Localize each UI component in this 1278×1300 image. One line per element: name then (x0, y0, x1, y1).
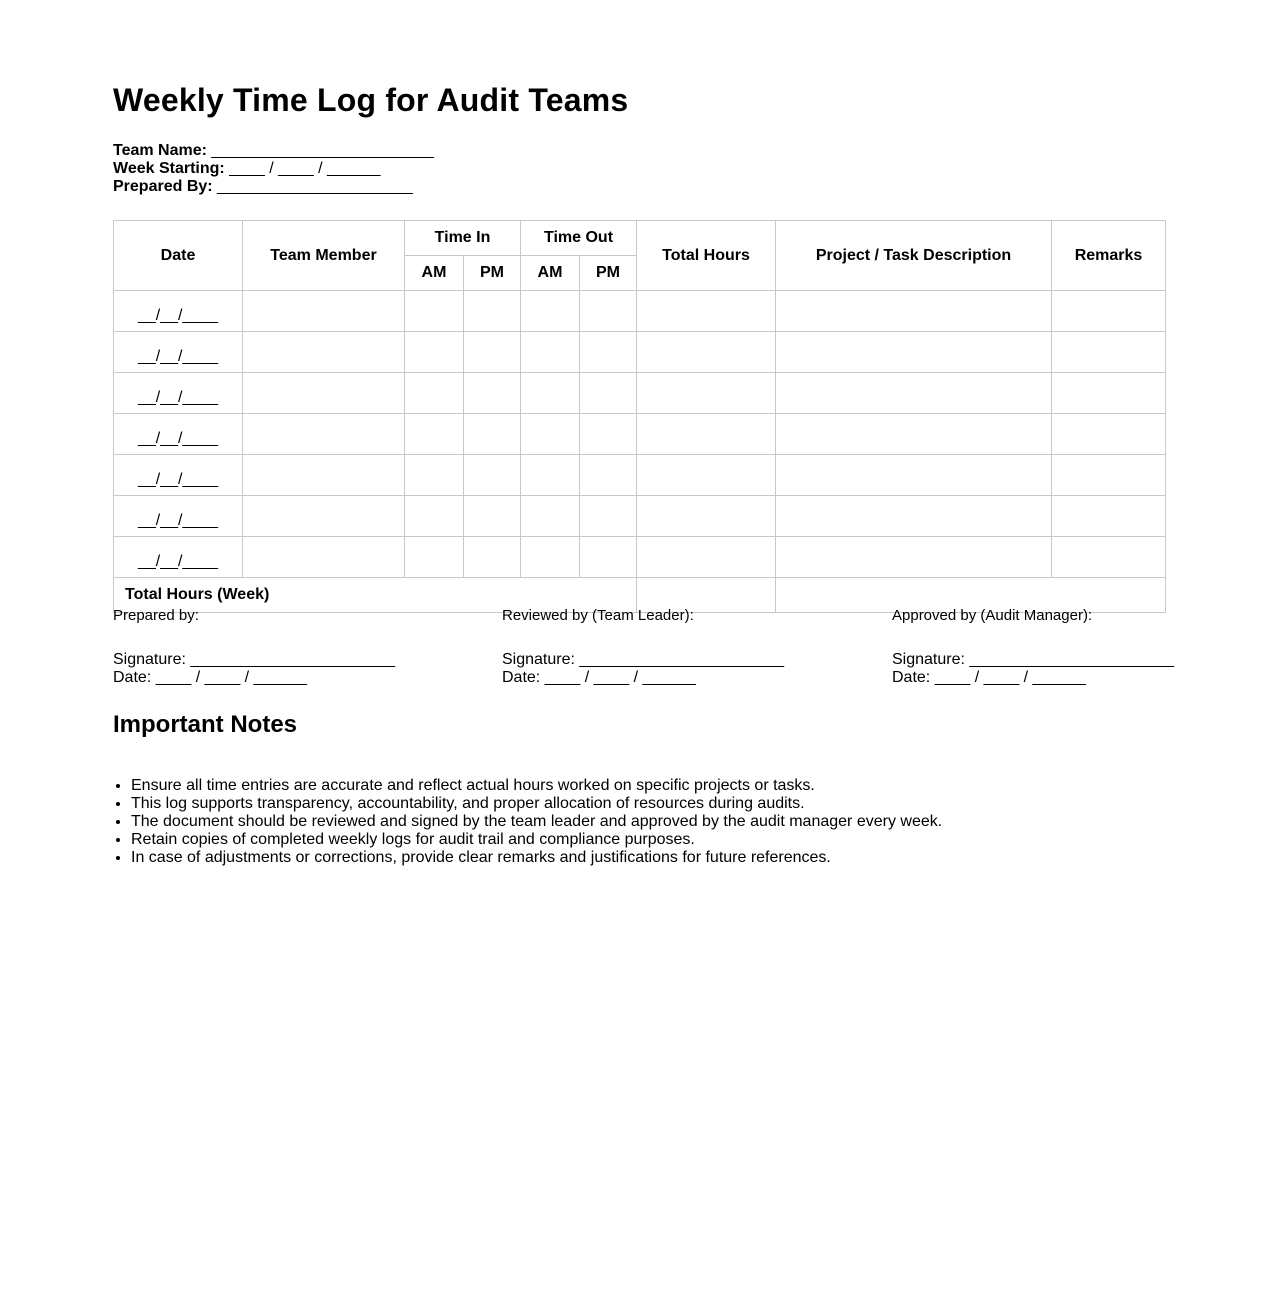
total-hours-cell[interactable] (637, 455, 776, 496)
signature-role: Approved by (Audit Manager): (892, 607, 1093, 624)
list-item: • Retain copies of completed weekly logs for audit trail and compliance purposes. (131, 831, 942, 849)
table-row (114, 373, 1166, 414)
date-cell[interactable]: __/__/____ (114, 332, 243, 373)
notes-list (113, 777, 942, 867)
date-cell[interactable]: __/__/____ (114, 496, 243, 537)
time-out-am-cell[interactable] (521, 496, 580, 537)
list-item: • The document should be reviewed and signed by the team leader and approved by the audit manager every week. (131, 813, 942, 831)
time-out-pm-cell[interactable] (580, 455, 637, 496)
time-in-pm-cell[interactable] (464, 373, 521, 414)
header-total-hours: Total Hours (637, 221, 776, 291)
date-cell[interactable]: __/__/____ (114, 537, 243, 578)
time-out-pm-cell[interactable] (580, 537, 637, 578)
time-out-am-cell[interactable] (521, 373, 580, 414)
total-hours-cell[interactable] (637, 291, 776, 332)
time-out-am-cell[interactable] (521, 332, 580, 373)
team-member-cell[interactable] (243, 496, 405, 537)
notes-heading: Important Notes (113, 711, 298, 738)
remarks-cell[interactable] (1052, 291, 1166, 332)
time-out-pm-cell[interactable] (580, 291, 637, 332)
date-cell[interactable]: __/__/____ (114, 373, 243, 414)
list-item: • In case of adjustments or corrections, provide clear remarks and justifications for future references. (131, 849, 942, 867)
table-row (114, 537, 1166, 578)
header-remarks: Remarks (1052, 221, 1166, 291)
total-hours-cell[interactable] (637, 332, 776, 373)
header-fields (113, 142, 434, 196)
signature-approved (892, 607, 1174, 687)
team-member-cell[interactable] (243, 373, 405, 414)
time-in-am-cell[interactable] (405, 455, 464, 496)
time-in-am-cell[interactable] (405, 537, 464, 578)
project-cell[interactable] (776, 496, 1052, 537)
date-cell[interactable]: __/__/____ (114, 291, 243, 332)
time-in-am-cell[interactable] (405, 332, 464, 373)
time-out-pm-cell[interactable] (580, 496, 637, 537)
week-starting-line: ____ / ____ / ______ (229, 160, 381, 177)
week-starting-field[interactable] (113, 160, 434, 178)
project-cell[interactable] (776, 455, 1052, 496)
header-time-out-pm: PM (580, 256, 637, 291)
time-out-am-cell[interactable] (521, 291, 580, 332)
signature-date[interactable]: Date: ____ / ____ / ______ (502, 669, 696, 686)
total-hours-cell[interactable] (637, 414, 776, 455)
signature-role: Prepared by: (113, 607, 199, 624)
total-hours-week-label: Total Hours (Week) (114, 578, 637, 613)
table-row (114, 332, 1166, 373)
time-in-am-cell[interactable] (405, 496, 464, 537)
team-member-cell[interactable] (243, 455, 405, 496)
remarks-cell[interactable] (1052, 537, 1166, 578)
team-member-cell[interactable] (243, 537, 405, 578)
time-in-pm-cell[interactable] (464, 291, 521, 332)
total-hours-cell[interactable] (637, 537, 776, 578)
remarks-cell[interactable] (1052, 332, 1166, 373)
team-name-line: _________________________ (211, 142, 434, 159)
table-row (114, 455, 1166, 496)
table-row (114, 414, 1166, 455)
header-time-in-am: AM (405, 256, 464, 291)
page-title: Weekly Time Log for Audit Teams (113, 82, 629, 118)
time-log-table (113, 220, 1166, 613)
header-project-description: Project / Task Description (776, 221, 1052, 291)
header-time-in-pm: PM (464, 256, 521, 291)
project-cell[interactable] (776, 291, 1052, 332)
team-member-cell[interactable] (243, 414, 405, 455)
signature-role: Reviewed by (Team Leader): (502, 607, 694, 624)
team-member-cell[interactable] (243, 332, 405, 373)
header-time-out: Time Out (521, 221, 637, 256)
table-row (114, 496, 1166, 537)
total-hours-cell[interactable] (637, 496, 776, 537)
signature-prepared (113, 607, 395, 687)
remarks-cell[interactable] (1052, 496, 1166, 537)
time-in-am-cell[interactable] (405, 414, 464, 455)
header-date: Date (114, 221, 243, 291)
table-row (114, 291, 1166, 332)
time-in-am-cell[interactable] (405, 291, 464, 332)
list-item: • Ensure all time entries are accurate and reflect actual hours worked on specific projects or tasks. (131, 777, 942, 795)
time-out-pm-cell[interactable] (580, 414, 637, 455)
time-out-am-cell[interactable] (521, 414, 580, 455)
time-out-am-cell[interactable] (521, 537, 580, 578)
time-out-pm-cell[interactable] (580, 373, 637, 414)
project-cell[interactable] (776, 537, 1052, 578)
time-in-pm-cell[interactable] (464, 537, 521, 578)
project-cell[interactable] (776, 373, 1052, 414)
signature-date[interactable]: Date: ____ / ____ / ______ (892, 669, 1086, 686)
team-name-field[interactable] (113, 142, 434, 160)
remarks-cell[interactable] (1052, 414, 1166, 455)
table-header-row (114, 221, 1166, 256)
week-starting-label: Week Starting: (113, 160, 225, 177)
time-in-am-cell[interactable] (405, 373, 464, 414)
total-hours-cell[interactable] (637, 373, 776, 414)
remarks-cell[interactable] (1052, 455, 1166, 496)
time-out-am-cell[interactable] (521, 455, 580, 496)
time-in-pm-cell[interactable] (464, 455, 521, 496)
project-cell[interactable] (776, 414, 1052, 455)
signature-line[interactable]: Signature: _______________________ (502, 651, 785, 668)
project-cell[interactable] (776, 332, 1052, 373)
date-cell[interactable]: __/__/____ (114, 455, 243, 496)
header-time-out-am: AM (521, 256, 580, 291)
signature-reviewed (502, 607, 784, 687)
team-name-label: Team Name: (113, 142, 207, 159)
prepared-by-label: Prepared By: (113, 178, 213, 195)
prepared-by-line: ______________________ (217, 178, 413, 195)
time-in-pm-cell[interactable] (464, 332, 521, 373)
time-in-pm-cell[interactable] (464, 496, 521, 537)
time-in-pm-cell[interactable] (464, 414, 521, 455)
list-item: • This log supports transparency, accountability, and proper allocation of resources during audits. (131, 795, 942, 813)
header-team-member: Team Member (243, 221, 405, 291)
team-member-cell[interactable] (243, 291, 405, 332)
date-cell[interactable]: __/__/____ (114, 414, 243, 455)
header-time-in: Time In (405, 221, 521, 256)
time-out-pm-cell[interactable] (580, 332, 637, 373)
remarks-cell[interactable] (1052, 373, 1166, 414)
signature-line[interactable]: Signature: _______________________ (892, 651, 1175, 668)
signature-date[interactable]: Date: ____ / ____ / ______ (113, 669, 307, 686)
signature-line[interactable]: Signature: _______________________ (113, 651, 396, 668)
prepared-by-field[interactable] (113, 178, 434, 196)
